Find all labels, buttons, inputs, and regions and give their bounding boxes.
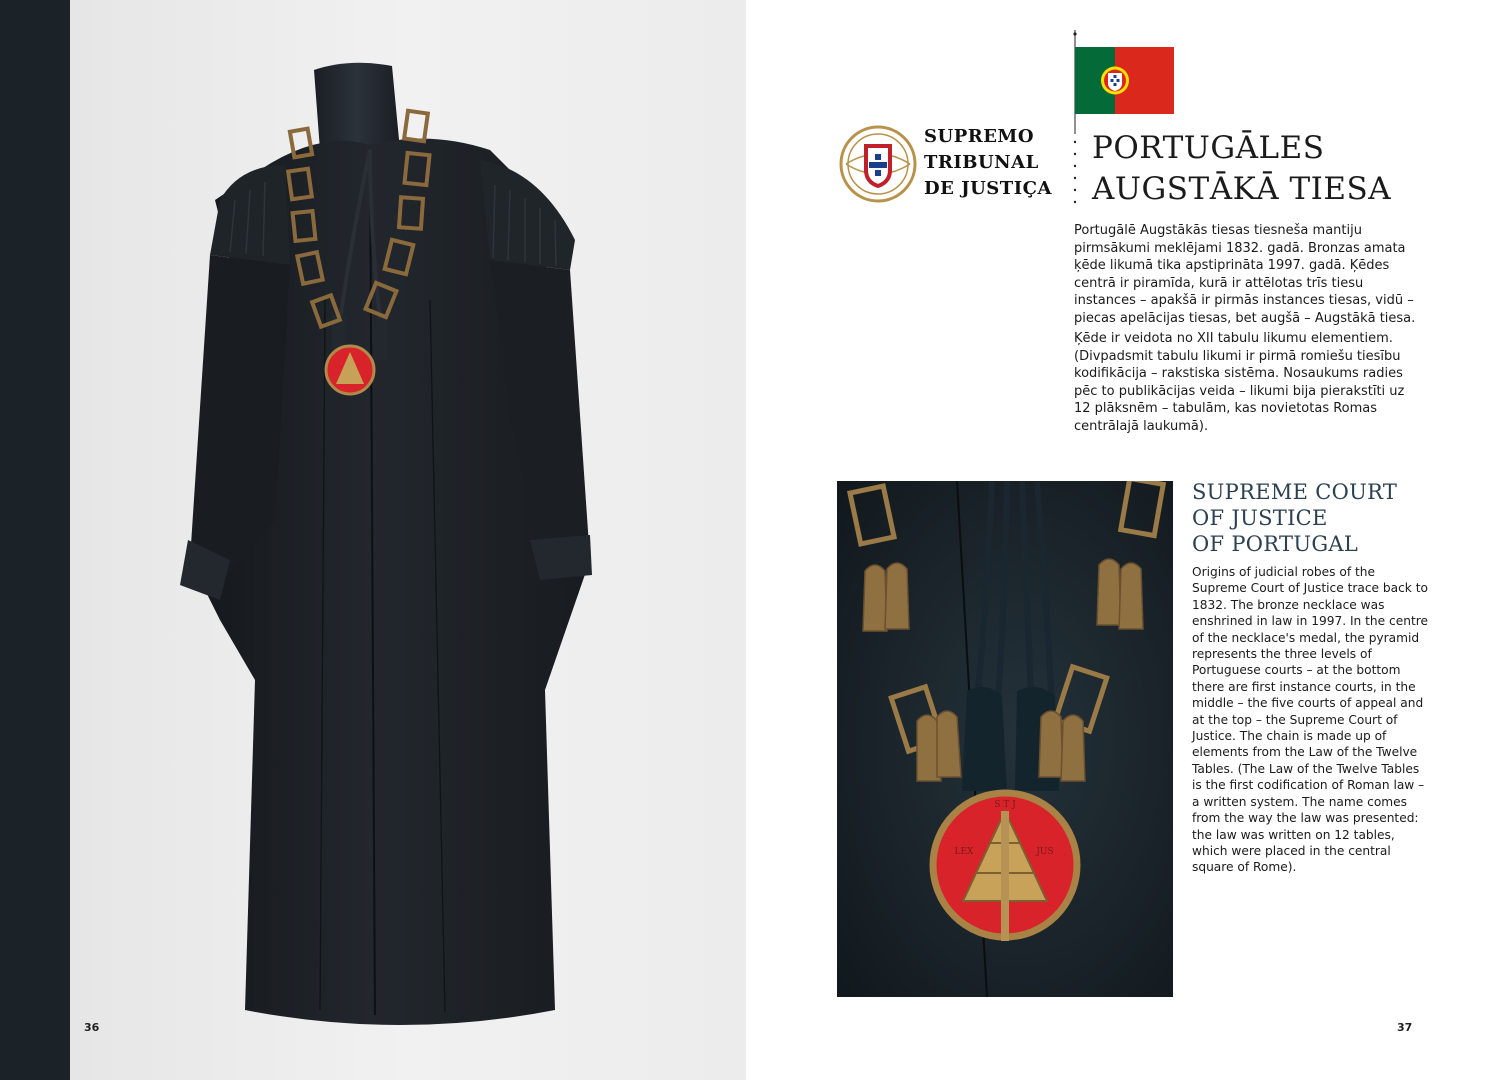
court-name-line2: TRIBUNAL <box>924 152 1039 173</box>
portugal-flag <box>1075 47 1174 114</box>
court-name-line3: DE JUSTIÇA <box>924 178 1052 199</box>
body-english: Origins of judicial robes of the Supreme Court of Justice trace back to 1832. The bronze necklace was enshrined in law in 1997. In the centre of the necklace's medal, the pyramid represents the three levels of Portuguese courts – at the bottom there are first instance courts, in the middle – the five courts of appeal and at the top – the Supreme Court of Justice. The chain is made up of elements from the Law of the Twelve Tables. (The Law of the Twelve Tables is the first codification of Roman law – a written system. The name comes from the way the law was presented: the law was written on 12 tables, which were placed in the central square of Rome). <box>1192 565 1428 875</box>
body-latvian-paragraph1: Portugālē Augstākās tiesas tiesneša mantiju pirmsākumi meklējami 1832. gadā. Bronzas amata ķēde likumā tika apstiprināta 1997. gadā. Ķēdes centrā ir piramīda, kurā ir attēlotas trīs tiesu instances – apakšā ir pirmās instances tiesas, vidū – piecas apelācijas tiesas, bet augšā – Augstākā tiesa. <box>1074 223 1416 326</box>
medal-inscription-right: JUS <box>1036 847 1054 857</box>
page-number-right: 37 <box>1397 1021 1413 1034</box>
title-english-line3: OF PORTUGAL <box>1192 532 1359 556</box>
court-name-line1: SUPREMO <box>924 126 1035 147</box>
title-english <box>1192 479 1397 557</box>
tassel-left <box>962 687 1007 791</box>
left-dark-strip <box>0 0 70 1080</box>
medal-inscription-top: S T J <box>994 800 1016 810</box>
body-latvian-paragraph2: Ķēde ir veidota no XII tabulu likumu elementiem. (Divpadsmit tabulu likumi ir pirmā romiešu tiesību kodifikācija – rakstiska sistēma. Nosaukums radies pēc to publikācijas veida – likumi bija pierakstīti uz 12 plāksnēm – tabulām, kas novietotas Romas centrālajā laukumā). <box>1074 331 1405 434</box>
title-english-line2: OF JUSTICE <box>1192 506 1328 530</box>
title-english-line1: SUPREME COURT <box>1192 480 1398 504</box>
robe-cuff-right <box>530 535 592 580</box>
body-latvian <box>1074 222 1424 438</box>
court-seal-logo <box>838 124 918 204</box>
robe-shoulder-cape-left <box>210 165 290 265</box>
robe-photo <box>70 0 746 1080</box>
page-number-left: 36 <box>84 1021 100 1034</box>
medal-inscription-left: LEX <box>954 847 974 857</box>
title-latvian <box>1092 128 1391 210</box>
title-latvian-line1: PORTUGĀLES <box>1092 130 1325 166</box>
necklace-detail-photo <box>837 481 1173 997</box>
court-name <box>924 124 1052 202</box>
title-latvian-line2: AUGSTĀKĀ TIESA <box>1092 171 1392 207</box>
